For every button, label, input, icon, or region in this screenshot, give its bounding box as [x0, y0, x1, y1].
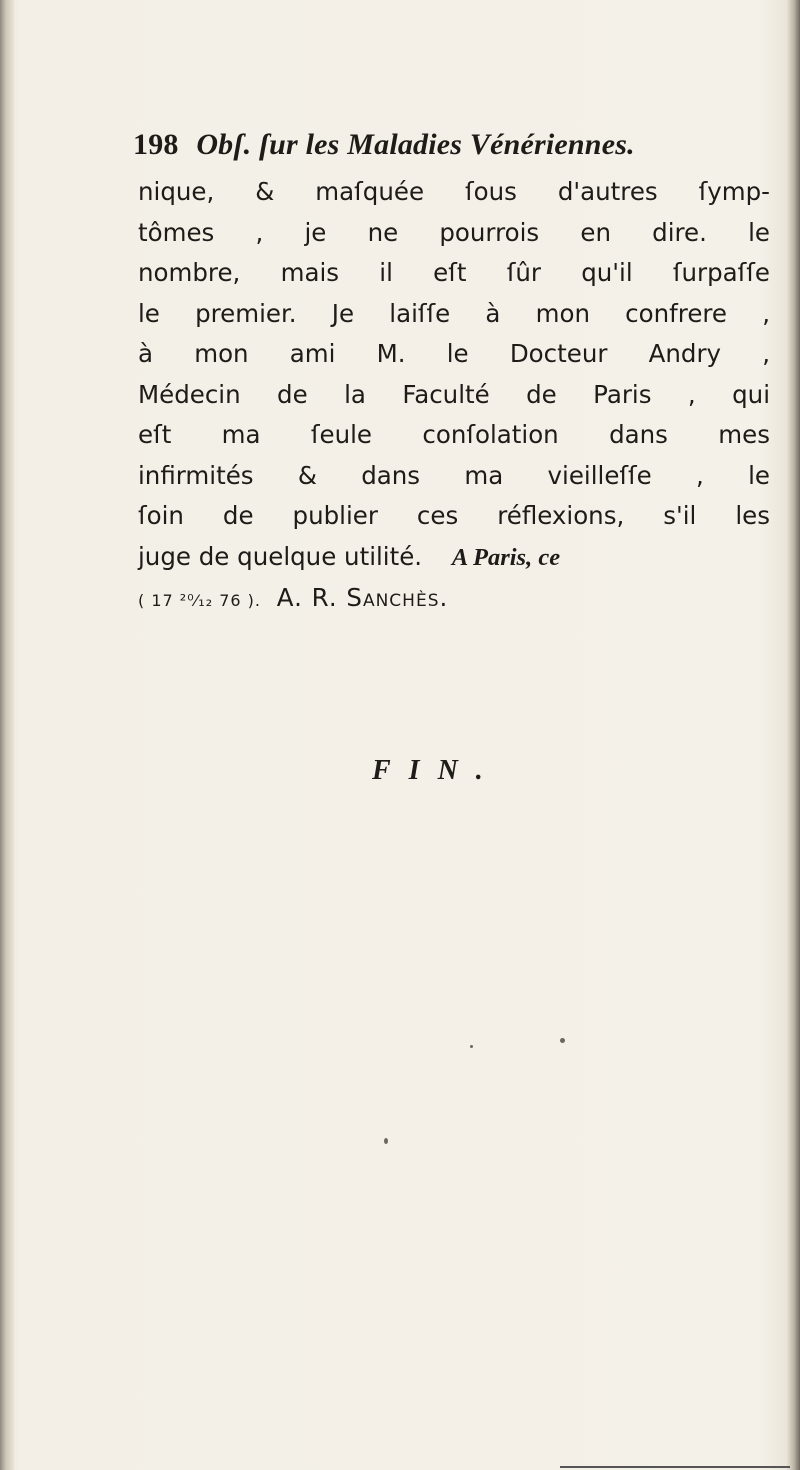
text-line-last: [138, 537, 770, 579]
ink-speck: [384, 1138, 388, 1144]
text-line: eſt ma ſeule conſolation dans mes: [138, 420, 770, 449]
text-line: infirmités & dans ma vieilleſſe , le: [138, 460, 770, 490]
text-line: nombre, mais il eſt ſûr qu'il ſurpaſſe: [138, 258, 770, 287]
text-line: le premier. Je laiſſe à mon confrere ,: [138, 298, 770, 328]
body-text: [138, 172, 770, 622]
binding-gutter: [0, 0, 14, 1470]
text-line: tômes , je ne pourrois en dire. le: [138, 217, 770, 247]
text-line: nique, & maſquée ſous d'autres ſymp-: [138, 177, 770, 206]
place-line: A Paris, ce: [451, 543, 561, 571]
text-line: Médecin de la Faculté de Paris , qui: [138, 379, 770, 409]
bottom-rule: [560, 1466, 790, 1468]
date: ( 17 ²⁰⁄₁₂ 76 ).: [138, 591, 261, 610]
page-number: 198: [133, 128, 179, 161]
ink-speck: [470, 1045, 473, 1048]
page-edge: [786, 0, 800, 1470]
text-line-end: juge de quelque utilité.: [138, 541, 423, 571]
signature: A. R. Sanchès.: [276, 583, 449, 612]
signature-line: [138, 578, 770, 622]
text-line: à mon ami M. le Docteur Andry ,: [138, 339, 770, 368]
text-line: ſoin de publier ces réflexions, s'il les: [138, 501, 770, 530]
running-title: Obſ. ſur les Maladies Vénériennes.: [196, 128, 635, 161]
fin-mark: FIN.: [372, 755, 501, 786]
ink-speck: [560, 1038, 565, 1043]
running-header: [133, 128, 773, 162]
